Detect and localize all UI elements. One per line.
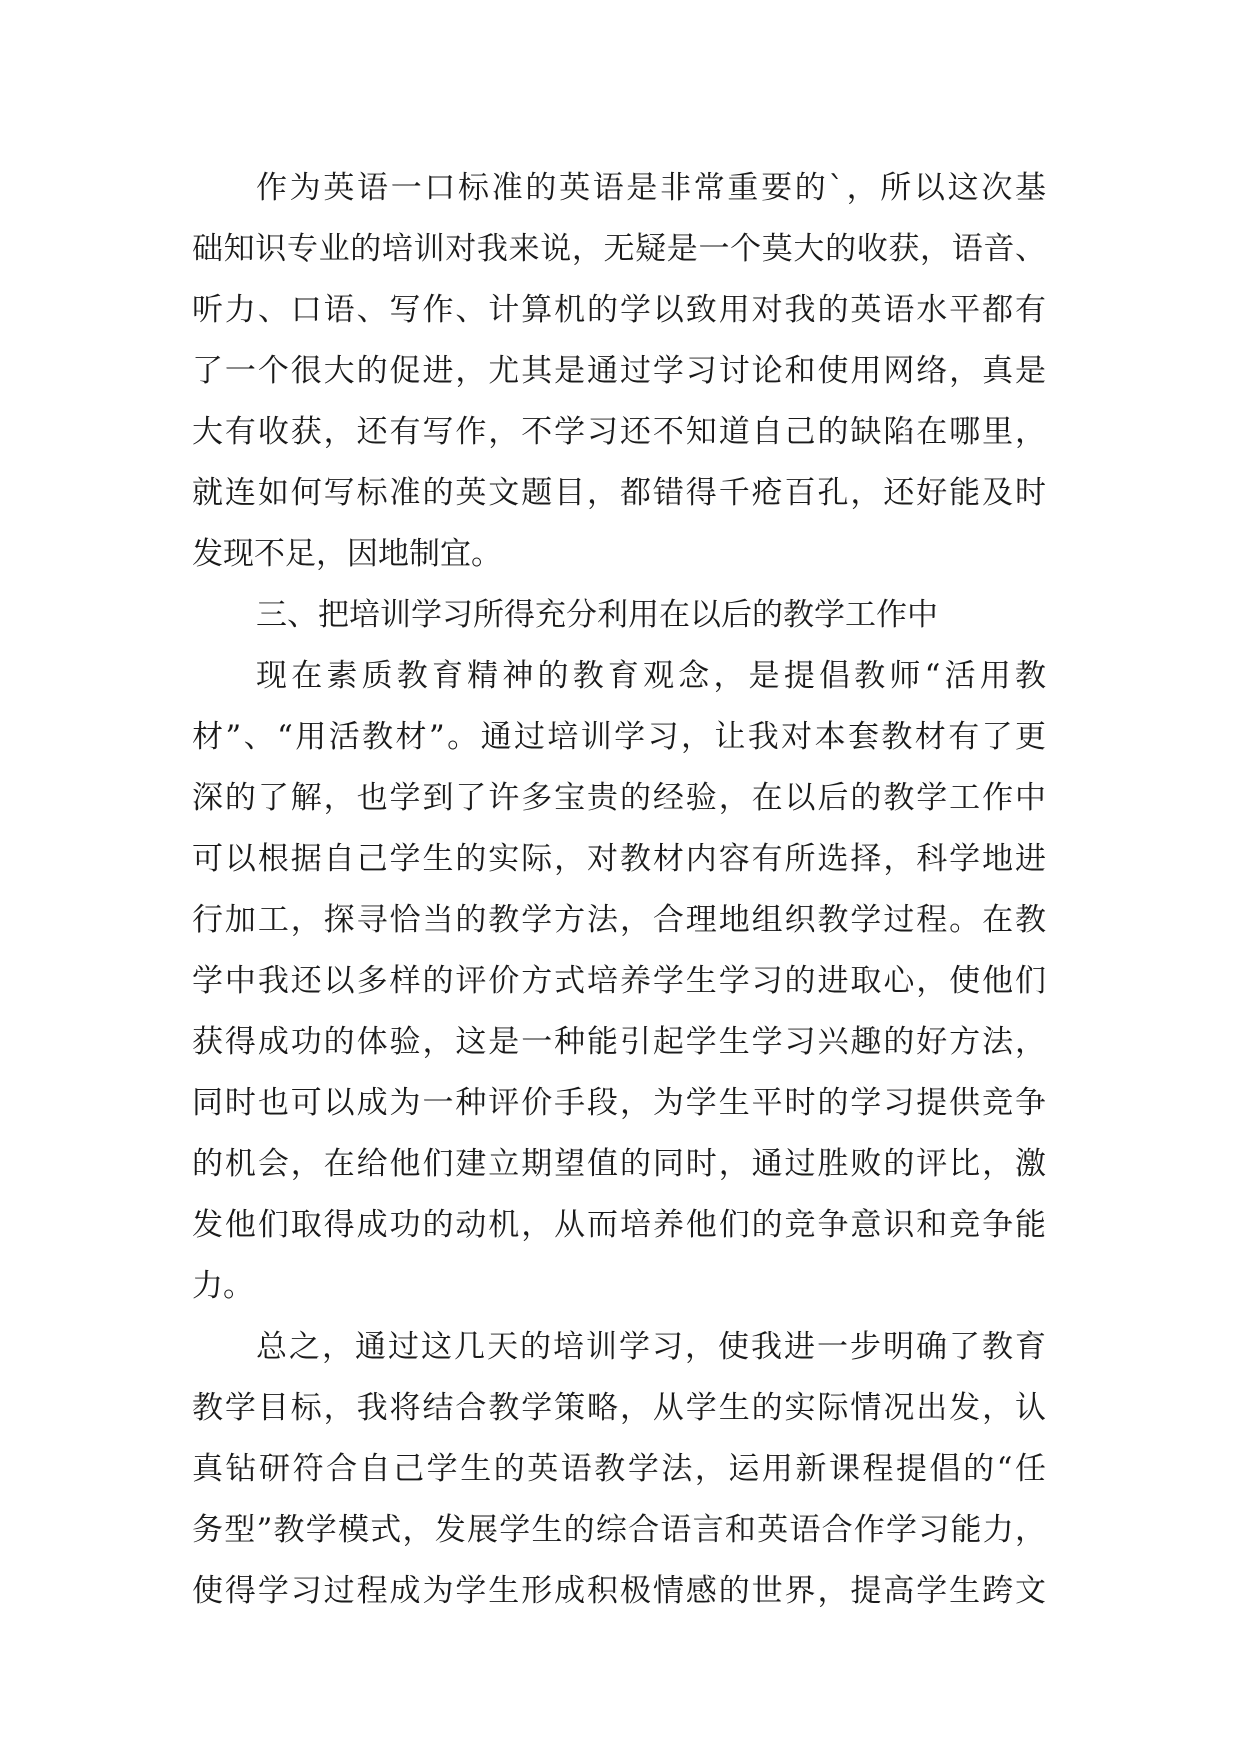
document-body	[192, 158, 1046, 1622]
paragraph-teaching-materials	[192, 646, 1046, 1317]
text-line: 现在素质教育精神的教育观念，是提倡教师“活用教	[256, 658, 1046, 694]
heading-line: 三、把培训学习所得充分利用在以后的教学工作中	[256, 597, 938, 633]
text-line: 材”、“用活教材”。通过培训学习，让我对本套教材有了更	[192, 719, 1046, 755]
text-line: 作为英语一口标准的英语是非常重要的`，所以这次基	[256, 170, 1046, 206]
text-line: 深的了解，也学到了许多宝贵的经验，在以后的教学工作中	[192, 780, 1046, 816]
text-line: 行加工，探寻恰当的教学方法，合理地组织教学过程。在教	[192, 902, 1046, 938]
section-heading	[192, 585, 1046, 646]
text-line: 教学目标，我将结合教学策略，从学生的实际情况出发，认	[192, 1390, 1046, 1426]
text-line: 总之，通过这几天的培训学习，使我进一步明确了教育	[256, 1329, 1046, 1365]
text-line: 务型”教学模式，发展学生的综合语言和英语合作学习能力，	[192, 1512, 1046, 1548]
text-line: 础知识专业的培训对我来说，无疑是一个莫大的收获，语音、	[192, 231, 1046, 267]
text-line: 获得成功的体验，这是一种能引起学生学习兴趣的好方法，	[192, 1024, 1046, 1060]
text-line: 发现不足，因地制宜。	[192, 536, 502, 572]
text-line: 学中我还以多样的评价方式培养学生学习的进取心，使他们	[192, 963, 1046, 999]
text-line: 真钻研符合自己学生的英语教学法，运用新课程提倡的“任	[192, 1451, 1046, 1487]
text-line: 听力、口语、写作、计算机的学以致用对我的英语水平都有	[192, 292, 1046, 328]
paragraph-english-pronunciation	[192, 158, 1046, 585]
paragraph-conclusion	[192, 1317, 1046, 1622]
text-line: 使得学习过程成为学生形成积极情感的世界，提高学生跨文	[192, 1573, 1046, 1609]
text-line: 大有收获，还有写作，不学习还不知道自己的缺陷在哪里，	[192, 414, 1046, 450]
text-line: 同时也可以成为一种评价手段，为学生平时的学习提供竞争	[192, 1085, 1046, 1121]
text-line: 力。	[192, 1268, 254, 1304]
text-line: 可以根据自己学生的实际，对教材内容有所选择，科学地进	[192, 841, 1046, 877]
text-line: 发他们取得成功的动机，从而培养他们的竞争意识和竞争能	[192, 1207, 1046, 1243]
text-line: 就连如何写标准的英文题目，都错得千疮百孔，还好能及时	[192, 475, 1046, 511]
text-line: 了一个很大的促进，尤其是通过学习讨论和使用网络，真是	[192, 353, 1046, 389]
text-line: 的机会，在给他们建立期望值的同时，通过胜败的评比，激	[192, 1146, 1046, 1182]
